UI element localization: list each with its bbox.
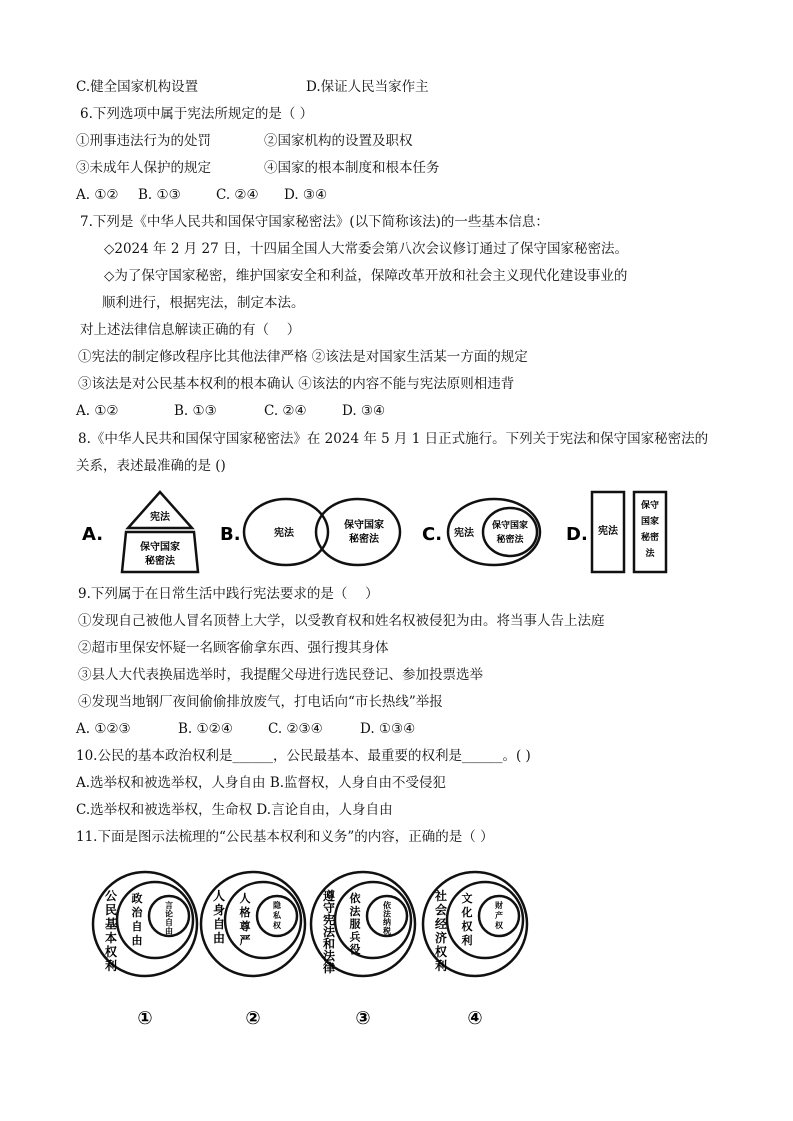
q7-info-2a: ◇为了保守国家秘密，维护国家安全和利益，保障改革开放和社会主义现代化建设事业的 — [104, 268, 628, 284]
q11-figure-4 — [423, 872, 527, 1029]
q11-figure-2 — [201, 872, 305, 1029]
q9-option-c: C. ②③④ — [268, 721, 323, 737]
q10-stem: 10.公民的基本政治权利是______，公民最基本、最重要的权利是______。( ) — [76, 748, 531, 764]
q6-item-3: ③未成年人保护的规定 — [76, 160, 211, 176]
q11-figure-2-inner-char-2: 私 — [273, 911, 281, 920]
q11-figure-1-outer-char-1: 公 — [104, 889, 118, 903]
q11-figure-2-outer-char-2: 身 — [212, 903, 226, 917]
q11-figure-3-inner-char-3: 纳 — [383, 918, 391, 927]
q11-figure-1-middle-circle — [117, 882, 193, 958]
q11-figure-2-middle-char-4: 严 — [239, 934, 251, 947]
q11-figure-4-outer-char-3: 经 — [434, 917, 448, 931]
q11-figure-4-number: ④ — [467, 1008, 483, 1029]
q8-figure-a-label: A. — [82, 524, 104, 545]
q8-figure-a-bottom-text-2: 秘密法 — [145, 556, 175, 567]
q11-figure-1 — [93, 872, 197, 1029]
q11-figure-2-middle-char-2: 格 — [239, 906, 251, 919]
q11-figure-1-inner-char-1: 言 — [165, 901, 173, 910]
q8-stem-1: 8.《中华人民共和国保守国家秘密法》在 2024 年 5 月 1 日正式施行。下列关于宪法和保守国家秘密法的 — [78, 431, 709, 447]
q11-figure-2-outer-char-4: 由 — [212, 931, 226, 945]
q6-options — [76, 186, 327, 204]
q11-figure-3-outer-char-5: 和 — [322, 937, 336, 951]
q11-figure-4-outer-char-5: 权 — [434, 945, 448, 959]
q11-figure-4-outer-char-1: 社 — [434, 889, 448, 903]
q11-figures — [90, 858, 560, 1033]
q11-figure-1-inner-char-2: 论 — [165, 909, 173, 919]
q11-figure-2-inner-char-3: 权 — [273, 921, 281, 930]
q11-figure-1-outer-char-5: 权 — [104, 945, 118, 959]
q8-figure-d-label: D. — [566, 524, 588, 545]
q8-figure-d-left-text: 宪法 — [598, 526, 618, 537]
q9-item-3: ③县人大代表换届选举时，我提醒父母进行选民登记、参加投票选举 — [78, 667, 483, 683]
q5-option-c: C.健全国家机构设置 — [76, 79, 199, 95]
q8-stem-2: 关系，表述最准确的是 () — [76, 458, 226, 474]
q7-option-a: A. ①② — [76, 403, 119, 419]
q11-figure-3-outer-char-2: 守 — [322, 901, 336, 915]
q11-figure-1-middle-char-1: 政 — [131, 892, 143, 905]
q11-figure-4-inner-char-1: 财 — [495, 901, 503, 910]
q9-options — [76, 720, 415, 738]
q11-figure-3-middle-char-3: 服 — [349, 917, 361, 931]
q8-figure-d-right-text-4: 法 — [645, 549, 655, 559]
q11-figure-4-middle-char-4: 利 — [461, 934, 473, 947]
q11-figure-3-middle-char-2: 法 — [349, 904, 361, 918]
q9-stem: 9.下列属于在日常生活中践行宪法要求的是（ ） — [78, 586, 379, 602]
q8-figure-d-right-text-2: 国家 — [640, 517, 660, 527]
q11-figure-2-outer-char-3: 自 — [212, 917, 226, 931]
q7-row-2: ③该法是对公民基本权利的根本确认 ④该法的内容不能与宪法原则相违背 — [78, 376, 515, 392]
q11-figure-2-outer-char-1: 人 — [212, 889, 226, 903]
q11-figure-1-middle-char-2: 治 — [131, 906, 143, 919]
q11-figure-3-outer-char-6: 法 — [322, 949, 336, 963]
q11-figure-4-inner-char-3: 权 — [495, 921, 503, 930]
q8-figure-a-top-text: 宪法 — [150, 512, 170, 523]
q9-item-4: ④发现当地钢厂夜间偷偷排放废气，打电话向“市长热线”举报 — [78, 694, 443, 710]
q11-figure-1-number: ① — [137, 1008, 153, 1029]
q11-figure-3-number: ③ — [355, 1008, 371, 1029]
q6-item-4: ④国家的根本制度和根本任务 — [264, 160, 440, 176]
q7-option-b: B. ①③ — [174, 403, 217, 419]
q6-option-a: A. ①② — [76, 187, 119, 203]
q9-option-d: D. ①③④ — [360, 721, 416, 737]
q11-figure-1-outer-char-6: 利 — [104, 959, 118, 973]
q11-figure-1-middle-char-4: 由 — [131, 934, 143, 947]
q9-item-1: ①发现自己被他人冒名顶替上大学，以受教育权和姓名权被侵犯为由。将当事人告上法庭 — [78, 613, 605, 629]
q11-figure-3-middle-char-1: 依 — [349, 892, 361, 905]
q11-figure-2-middle-char-1: 人 — [239, 892, 251, 905]
q11-figure-2-number: ② — [245, 1008, 261, 1029]
q11-figure-3-outer-char-7: 律 — [322, 961, 336, 975]
q11-figure-1-inner-char-3: 自 — [165, 918, 173, 927]
q7-info-2b: 顺利进行，根据宪法，制定本法。 — [102, 295, 305, 311]
q8-figure-b — [220, 499, 400, 565]
q11-figure-3-middle-char-4: 兵 — [349, 930, 361, 944]
q11-figure-3-outer-char-1: 遵 — [322, 889, 336, 903]
q8-figure-d-right-text-1: 保守 — [640, 501, 660, 511]
q9-option-b: B. ①②④ — [178, 721, 233, 737]
q11-figure-4-middle-char-3: 权 — [461, 920, 473, 933]
q6-stem: 6.下列选项中属于宪法所规定的是（ ） — [80, 106, 314, 122]
q11-figure-2-middle-circle — [225, 882, 301, 958]
q5-option-d: D.保证人民当家作主 — [306, 79, 429, 95]
q8-figures — [74, 484, 694, 584]
q11-figure-3 — [311, 872, 415, 1029]
q7-question: 对上述法律信息解读正确的有（ ） — [80, 322, 301, 338]
q11-figure-2-inner-char-1: 隐 — [273, 901, 281, 910]
q11-figure-3-middle-char-5: 役 — [349, 943, 361, 957]
q11-figure-4-outer-char-6: 利 — [434, 959, 448, 973]
q11-figure-4-middle-char-1: 文 — [461, 892, 473, 905]
q11-figure-4-outer-char-2: 会 — [434, 903, 448, 917]
q11-figure-4-outer-char-4: 济 — [434, 931, 448, 945]
q8-figure-b-left-text: 宪法 — [274, 528, 294, 539]
q8-figure-d — [566, 492, 666, 572]
q8-figure-b-right-text-2: 秘密法 — [349, 534, 379, 545]
q11-figure-1-inner-char-4: 由 — [165, 926, 173, 936]
q11-figure-4-middle-char-2: 化 — [461, 906, 473, 919]
q11-figure-3-outer-char-4: 法 — [322, 925, 336, 939]
q6-option-d: D. ③④ — [284, 187, 328, 203]
q7-option-d: D. ③④ — [342, 403, 386, 419]
q11-figure-3-inner-char-2: 法 — [383, 909, 391, 919]
q6-option-c: C. ②④ — [216, 187, 259, 203]
q11-figure-3-inner-char-1: 依 — [383, 901, 391, 910]
q7-row-1: ①宪法的制定修改程序比其他法律严格 ②该法是对国家生活某一方面的规定 — [78, 349, 528, 365]
q11-figure-1-outer-char-3: 基 — [104, 917, 118, 931]
q8-figure-c-label: C. — [422, 524, 443, 545]
q8-figure-c-inner-text-1: 保守国家 — [491, 521, 529, 531]
q11-stem: 11.下面是图示法梳理的“公民基本权利和义务”的内容，正确的是（ ） — [76, 829, 494, 845]
q7-option-c: C. ②④ — [264, 403, 307, 419]
q8-figure-d-right-text-3: 秘密 — [640, 533, 660, 543]
q11-figure-1-middle-char-3: 自 — [131, 920, 143, 933]
q10-row-1: A.选举权和被选举权，人身自由 B.监督权，人身自由不受侵犯 — [76, 775, 447, 791]
q11-figure-1-outer-char-2: 民 — [104, 903, 118, 917]
q6-option-b: B. ①③ — [138, 187, 181, 203]
q11-figure-3-inner-char-4: 税 — [383, 926, 391, 936]
q11-figure-3-middle-circle — [335, 882, 411, 958]
q8-figure-c-inner-text-2: 秘密法 — [496, 535, 524, 545]
q7-options — [76, 402, 385, 420]
q8-figure-c-outer-text: 宪法 — [454, 528, 474, 539]
q11-figure-4-middle-circle — [447, 882, 523, 958]
q6-item-1: ①刑事违法行为的处罚 — [76, 133, 211, 149]
q9-option-a: A. ①②③ — [76, 721, 131, 737]
q11-figure-4-inner-char-2: 产 — [495, 911, 503, 920]
q9-item-2: ②超市里保安怀疑一名顾客偷拿东西、强行搜其身体 — [78, 640, 389, 656]
q7-info-1: ◇2024 年 2 月 27 日，十四届全国人大常委会第八次会议修订通过了保守国家秘密法。 — [104, 241, 628, 257]
q6-item-2: ②国家机构的设置及职权 — [264, 133, 413, 149]
q11-figure-2-middle-char-3: 尊 — [239, 920, 251, 933]
q8-figure-b-right-text-1: 保守国家 — [344, 520, 384, 531]
q7-stem: 7.下列是《中华人民共和国保守国家秘密法》(以下简称该法)的一些基本信息： — [80, 214, 549, 230]
q8-figure-a-bottom-text-1: 保守国家 — [140, 542, 180, 553]
q8-figure-b-label: B. — [220, 524, 241, 545]
q11-figure-3-outer-char-3: 宪 — [322, 913, 336, 927]
q10-row-2: C.选举权和被选举权，生命权 D.言论自由，人身自由 — [76, 802, 393, 818]
q8-figure-a — [82, 492, 198, 572]
q11-figure-1-outer-char-4: 本 — [104, 931, 118, 945]
q8-figure-c — [422, 499, 540, 565]
